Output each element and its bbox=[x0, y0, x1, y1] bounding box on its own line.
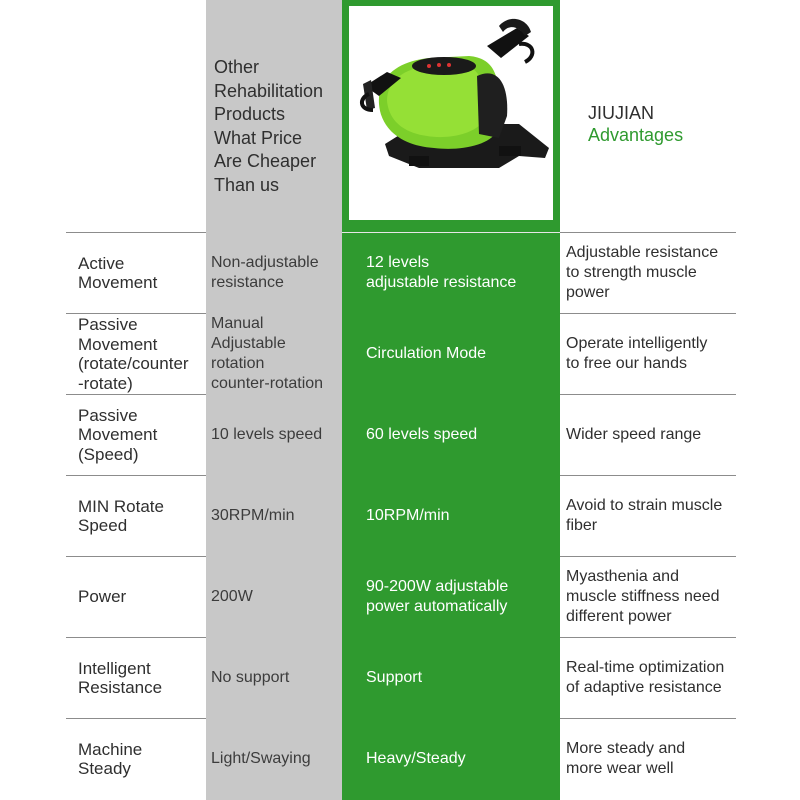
brand-name: JIUJIAN bbox=[588, 103, 655, 123]
feature-label: Machine Steady bbox=[78, 739, 143, 778]
feature-label: Intelligent Resistance bbox=[78, 658, 163, 697]
competitor-value: 10 levels speed bbox=[211, 426, 323, 443]
advantage-note: Operate intelligently to free our hands bbox=[566, 335, 708, 372]
jiujian-value: Support bbox=[366, 669, 423, 686]
advantage-note: More steady and more wear well bbox=[566, 740, 686, 777]
brand-advantages-label: Advantages bbox=[588, 125, 684, 145]
jiujian-value: 12 levels adjustable resistance bbox=[366, 254, 517, 291]
advantage-note: Adjustable resistance to strength muscle power bbox=[566, 244, 719, 301]
competitor-column-header: Other Rehabilitation Products What Price Are Cheaper Than us bbox=[214, 57, 324, 195]
feature-label: Power bbox=[78, 587, 127, 607]
competitor-value: Light/Swaying bbox=[211, 750, 311, 767]
advantage-note: Wider speed range bbox=[566, 426, 702, 443]
feature-label: Active Movement bbox=[78, 253, 158, 292]
feature-label: Passive Movement (Speed) bbox=[78, 405, 158, 464]
advantage-note: Myasthenia and muscle stiffness need different power bbox=[566, 568, 720, 625]
competitor-value: No support bbox=[211, 669, 290, 686]
jiujian-value: 60 levels speed bbox=[366, 426, 478, 443]
pedal-exerciser-illustration bbox=[349, 6, 553, 220]
advantage-note: Real-time optimization of adaptive resistance bbox=[566, 659, 725, 696]
jiujian-value: 10RPM/min bbox=[366, 507, 450, 524]
jiujian-value: Circulation Mode bbox=[366, 345, 487, 362]
competitor-value: 200W bbox=[211, 588, 253, 605]
competitor-value: Manual Adjustable rotation counter-rotation bbox=[211, 315, 324, 392]
competitor-value: 30RPM/min bbox=[211, 507, 295, 524]
feature-label: Passive Movement (rotate/counter -rotate) bbox=[78, 315, 189, 393]
brand-column-header bbox=[588, 102, 683, 146]
product-image bbox=[349, 6, 553, 220]
jiujian-value: 90-200W adjustable power automatically bbox=[366, 578, 509, 615]
feature-label: MIN Rotate Speed bbox=[78, 496, 164, 535]
competitor-value: Non-adjustable resistance bbox=[211, 254, 319, 291]
advantage-note: Avoid to strain muscle fiber bbox=[566, 497, 723, 534]
jiujian-value: Heavy/Steady bbox=[366, 750, 466, 767]
